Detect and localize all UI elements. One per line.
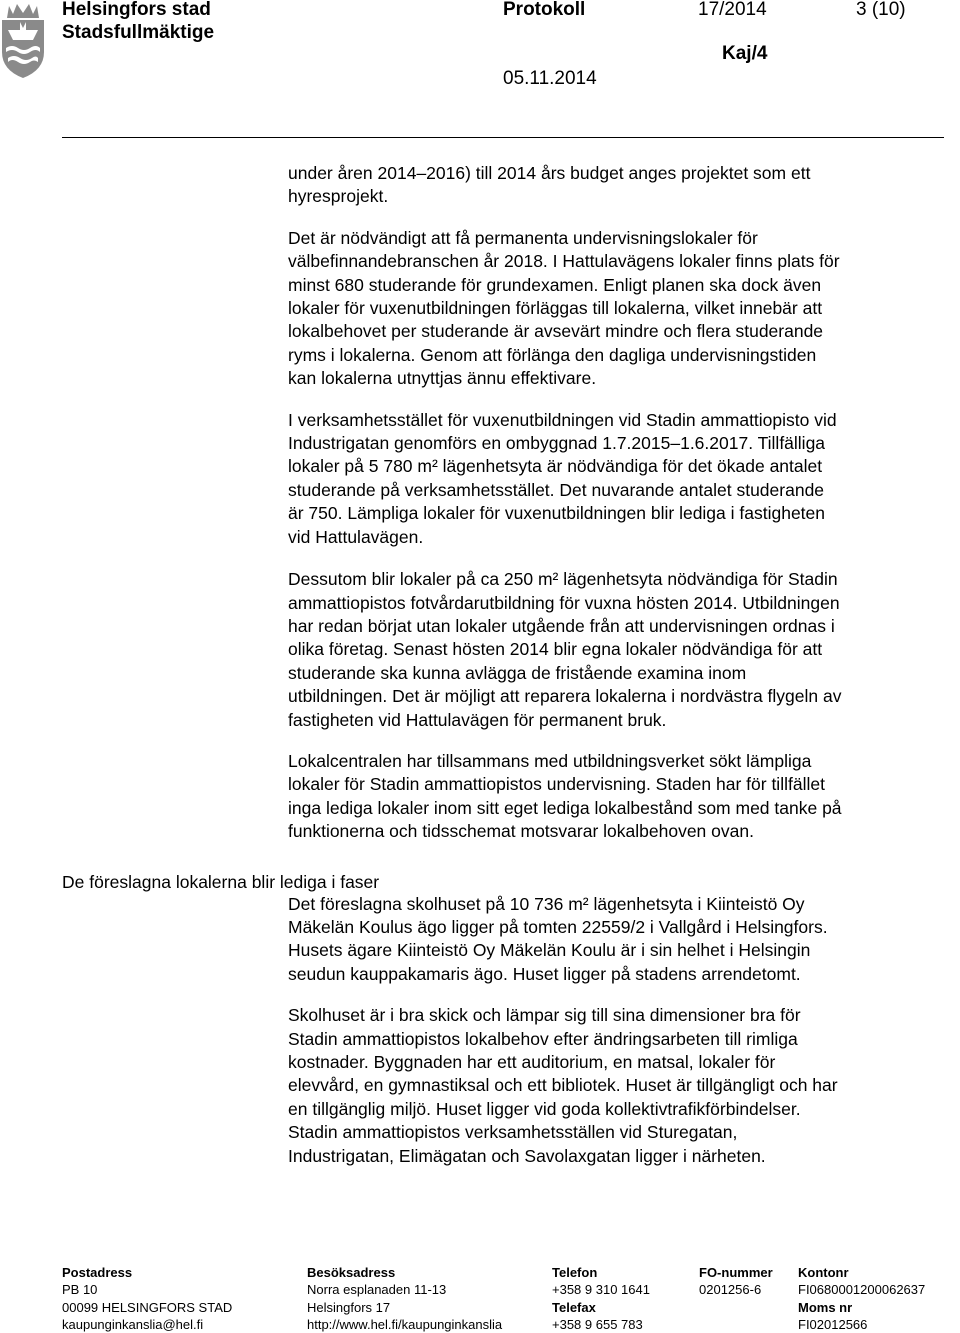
paragraph: under åren 2014–2016) till 2014 års budget anges projektet som ett hyresprojekt.: [288, 163, 811, 207]
page-footer: [62, 1264, 952, 1332]
footer-besoksadress: [307, 1264, 502, 1333]
paragraph: Det är nödvändigt att få permanenta undervisningslokaler för välbefinnandebranschen år 2018. I Hattulavägens lokaler finns plats för minst 680 studerande för grundexamen. Enligt planen ska dock även lokaler för vuxenutbildningen förläggas till lokalerna, vilket innebär att lokalbehovet per studerande är avsevärt mindre och flera studerande ryms i lokalerna. Genom att förlänga den dagliga undervisningstiden kan lokalerna utnyttjas ännu effektivare.: [288, 227, 840, 389]
footer-value: Helsingfors 17: [307, 1299, 391, 1315]
helsinki-coat-of-arms-icon: [0, 0, 46, 80]
header-divider: [62, 137, 944, 138]
doc-type: Protokoll: [503, 0, 586, 20]
paragraph: Dessutom blir lokaler på ca 250 m² lägenhetsyta nödvändiga för Stadin ammattiopistos fotvårdarutbildning för vuxna hösten 2014. Utbildningen har redan börjat utan lokaler utgående från att undervisningen ordnas i olika företag. Senast hösten 2014 blir egna lokaler nödvändiga för att studerande ska kunna avlägga de fristående examina inom utbildningen. Det är möjligt att reparera lokalerna i nordvästra flygeln av fastigheten vid Hattulavägen för permanent bruk.: [288, 569, 842, 730]
footer-email-link[interactable]: kaupunginkanslia@hel.fi: [62, 1316, 204, 1332]
footer-label: Besöksadress: [307, 1265, 396, 1280]
paragraph: Det föreslagna skolhuset på 10 736 m² lägenhetsyta i Kiinteistö Oy Mäkelän Koulus ägo ligger på tomten 22559/2 i Vallgård i Helsingfors. Husets ägare Kiinteistö Oy Mäkelän Koulu är i sin helhet i Helsingin seudun kauppakamaris ägo. Huset ligger på stadens arrendetomt.: [288, 893, 828, 984]
council-name: Stadsfullmäktige: [62, 22, 215, 43]
footer-value: +358 9 310 1641: [552, 1282, 650, 1298]
footer-value: Norra esplanaden 11-13: [307, 1282, 447, 1298]
page-number: 3 (10): [856, 0, 906, 20]
footer-value: PB 10: [62, 1282, 98, 1298]
paragraph: Lokalcentralen har tillsammans med utbildningsverket sökt lämpliga lokaler för Stadin ammattiopistos undervisning. Staden har för tillfället inga lediga lokaler inom sitt eget lediga lokalbestånd som med tanke på funktionerna och tidsschemat motsvarar lokalbehoven ovan.: [288, 750, 842, 842]
footer-label: FO-nummer: [699, 1265, 773, 1280]
doc-number: 17/2014: [698, 0, 767, 20]
footer-website-link[interactable]: http://www.hel.fi/kaupunginkanslia: [307, 1316, 503, 1332]
footer-kontonr: [798, 1264, 925, 1333]
meeting-date: 05.11.2014: [503, 68, 597, 89]
footer-value: 0201256-6: [699, 1282, 762, 1298]
footer-fo-nummer: [699, 1264, 773, 1299]
org-name: Helsingfors stad: [62, 0, 211, 20]
footer-value: 00099 HELSINGFORS STAD: [62, 1299, 233, 1315]
footer-value: FI0680001200062637: [798, 1282, 926, 1298]
body-text: [288, 162, 948, 1168]
footer-value: +358 9 655 783: [552, 1316, 643, 1332]
footer-label: Telefax: [552, 1299, 596, 1315]
paragraph: I verksamhetsstället för vuxenutbildningen vid Stadin ammattiopisto vid Industrigatan genomförs en ombyggnad 1.7.2015–1.6.2017. Tillfälliga lokaler på 5 780 m² lägenhetsyta är nödvändiga för det ökade antalet studerande på verksamhetsstället. Det nuvarande antalet studerande är 750. Lämpliga lokaler för vuxenutbildningen blir lediga i fastigheten vid Hattulavägen.: [288, 409, 837, 547]
footer-label: Kontonr: [798, 1265, 849, 1280]
footer-label: Moms nr: [798, 1299, 853, 1315]
sidebar-heading: De föreslagna lokalerna blir lediga i faser: [62, 872, 380, 892]
section-ref: Kaj/4: [722, 43, 768, 64]
paragraph: Skolhuset är i bra skick och lämpar sig till sina dimensioner bra för Stadin ammattiopistos lokalbehov efter ändringsarbeten till rimliga kostnader. Byggnaden har ett auditorium, en matsal, lokaler för elevvård, en gymnastiksal och ett bibliotek. Huset är tillgängligt och har en tillgänglig miljö. Huset ligger vid goda kollektivtrafikförbindelser. Stadin ammattiopistos verksamhetsställen vid Sturegatan, Industrigatan, Elimägatan och Savolaxgatan ligger i närheten.: [288, 1005, 838, 1166]
footer-telefon: [552, 1264, 650, 1333]
footer-label: Telefon: [552, 1265, 598, 1280]
footer-value: FI02012566: [798, 1316, 868, 1332]
footer-label: Postadress: [62, 1265, 133, 1280]
footer-postadress: [62, 1264, 232, 1333]
